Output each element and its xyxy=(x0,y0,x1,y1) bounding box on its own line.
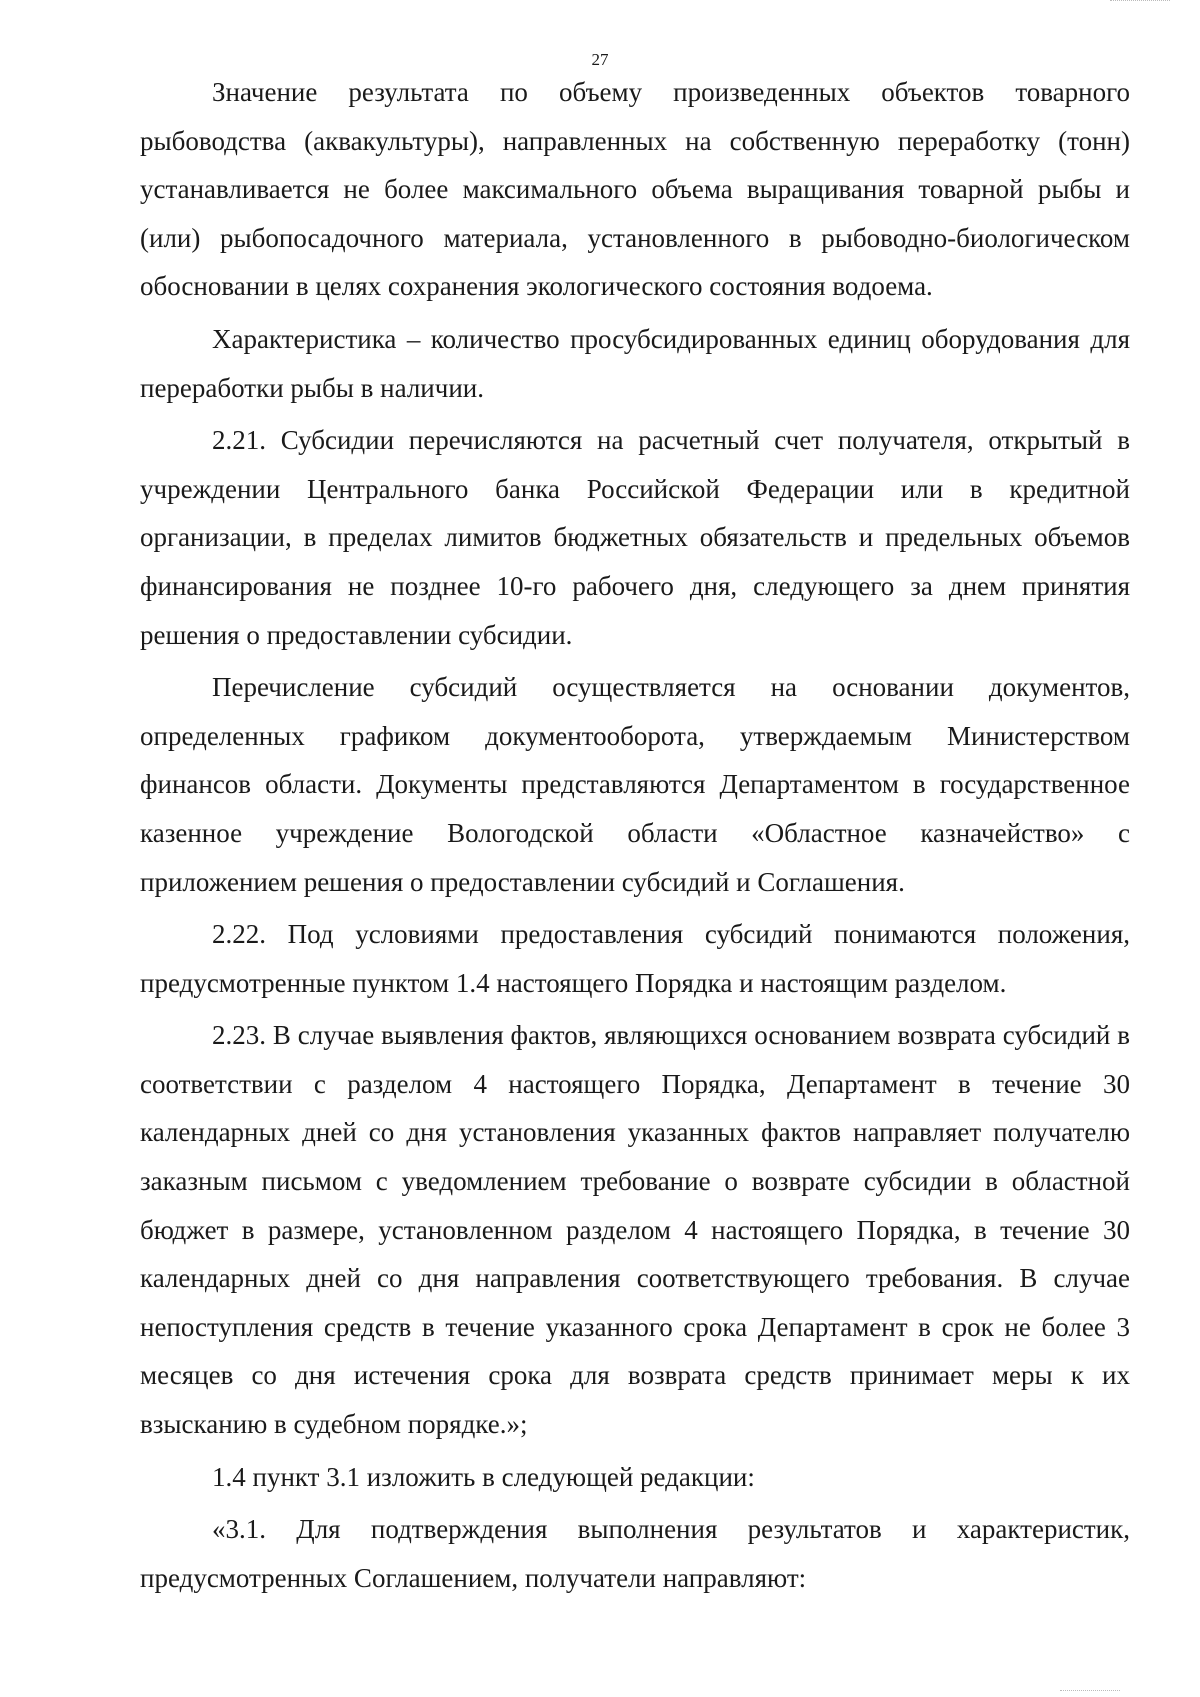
paragraph-1-4: 1.4 пункт 3.1 изложить в следующей редакции: xyxy=(212,1461,755,1492)
paragraph-transfer: Перечисление субсидий осуществляется на основании документов, определенных графиком документооборота, утверждаемым Министерством финансов области. Документы представляются Департаментом в государственное казенное учреждение Вологодской области «Областное казначейство» с приложением решения о предоставлении субсидий и Соглашения. xyxy=(140,672,1130,897)
paragraph-2-23: 2.23. В случае выявления фактов, являющихся основанием возврата субсидий в соответствии с разделом 4 настоящего Порядка, Департамент в течение 30 календарных дней со дня установления указанных фактов направляет получателю заказным письмом с уведомлением требование о возврате субсидии в областной бюджет в размере, установленном разделом 4 настоящего Порядка, в течение 30 календарных дней со дня направления соответствующего требования. В случае непоступления средств в течение указанного срока Департамент в срок не более 3 месяцев со дня истечения срока для возврата средств принимает меры к их взысканию в судебном порядке.»; xyxy=(140,1020,1130,1440)
document-body xyxy=(140,68,1130,1606)
scan-mark-top xyxy=(1110,0,1170,5)
paragraph-2-22: 2.22. Под условиями предоставления субсидий понимаются положения, предусмотренные пунктом 1.4 настоящего Порядка и настоящим разделом. xyxy=(140,919,1130,998)
paragraph-2-21: 2.21. Субсидии перечисляются на расчетный счет получателя, открытый в учреждении Центрального банка Российской Федерации или в кредитной организации, в пределах лимитов бюджетных обязательств и предельных объемов финансирования не позднее 10-го рабочего дня, следующего за днем принятия решения о предоставлении субсидии. xyxy=(140,425,1130,650)
page-number: 27 xyxy=(591,50,609,69)
paragraph-3-1: «3.1. Для подтверждения выполнения результатов и характеристик, предусмотренных Соглашением, получатели направляют: xyxy=(140,1514,1130,1593)
scan-mark-bottom xyxy=(1060,1690,1120,1695)
paragraph-result-value: Значение результата по объему произведенных объектов товарного рыбоводства (аквакультуры), направленных на собственную переработку (тонн) устанавливается не более максимального объема выращивания товарной рыбы и (или) рыбопосадочного материала, установленного в рыбоводно-биологическом обосновании в целях сохранения экологического состояния водоема. xyxy=(140,77,1130,302)
paragraph-characteristic: Характеристика – количество просубсидированных единиц оборудования для переработки рыбы в наличии. xyxy=(140,323,1130,403)
